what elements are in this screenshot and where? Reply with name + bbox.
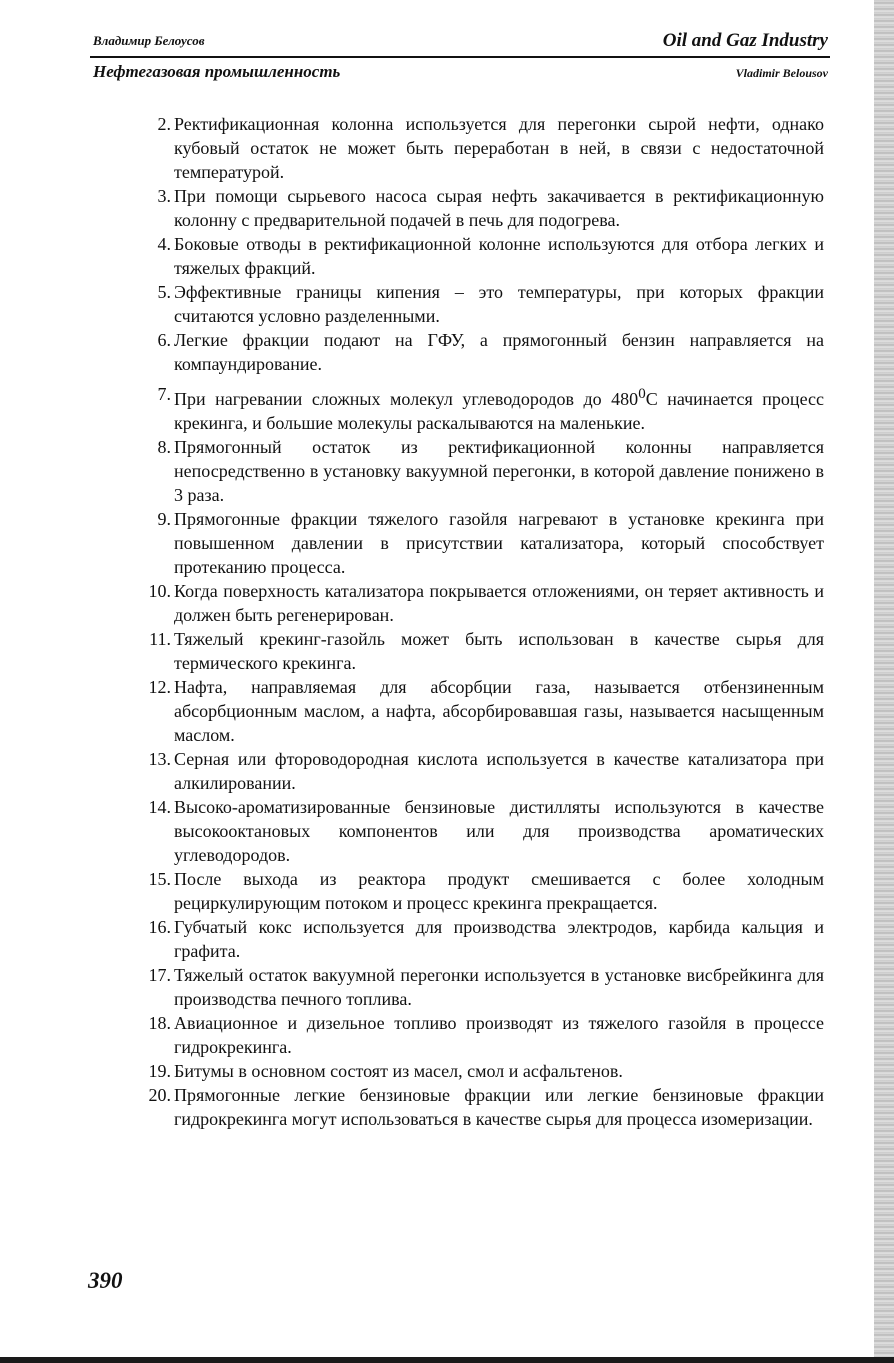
list-item xyxy=(128,232,824,280)
item-text: Боковые отводы в ректификационной колонне используются для отбора легких и тяжелых фракций. xyxy=(174,234,824,278)
item-number: 13. xyxy=(148,749,171,769)
item-text xyxy=(172,382,824,435)
scan-edge xyxy=(874,0,894,1363)
item-number: 10. xyxy=(148,581,171,601)
item-number: 18. xyxy=(148,1013,171,1033)
item-text-before: При нагревании сложных молекул углеводородов до 480 xyxy=(174,389,639,409)
list-item xyxy=(128,1011,824,1059)
item-number: 2. xyxy=(157,114,171,134)
item-text: Высоко-ароматизированные бензиновые дистилляты используются в качестве высокооктановых компонентов или для производства ароматических углеводородов. xyxy=(174,797,824,865)
item-text: Прямогонный остаток из ректификационной колонны направляется непосредственно в установку вакуумной перегонки, в которой давление понижено в 3 раза. xyxy=(174,437,824,505)
list-item xyxy=(128,507,824,579)
header-title-ru: Нефтегазовая промышленность xyxy=(93,62,341,81)
list-item xyxy=(128,1059,824,1083)
list-item xyxy=(128,675,824,747)
header-author-en: Vladimir Belousov xyxy=(735,66,828,80)
item-text: После выхода из реактора продукт смешивается с более холодным рециркулирующим потоком и процесс крекинга прекращается. xyxy=(174,869,824,913)
item-number: 7. xyxy=(157,384,171,404)
item-number: 4. xyxy=(157,234,171,254)
item-text: Битумы в основном состоят из масел, смол и асфальтенов. xyxy=(174,1061,623,1081)
list-item xyxy=(128,184,824,232)
item-text: Ректификационная колонна используется для перегонки сырой нефти, однако кубовый остаток не может быть переработан в ней, в связи с недостаточной температурой. xyxy=(174,114,824,182)
item-text: Легкие фракции подают на ГФУ, а прямогонный бензин направляется на компаундирование. xyxy=(174,330,824,374)
list-item xyxy=(128,915,824,963)
item-number: 8. xyxy=(157,437,171,457)
item-text: Эффективные границы кипения – это температуры, при которых фракции считаются условно разделенными. xyxy=(174,282,824,326)
list-item xyxy=(128,579,824,627)
list-item xyxy=(128,435,824,507)
list-item xyxy=(128,963,824,1011)
list-item xyxy=(128,867,824,915)
item-text-after: С начинается процесс крекинга, и большие молекулы раскалываются на маленькие. xyxy=(174,389,824,433)
item-text: Прямогонные легкие бензиновые фракции или легкие бензиновые фракции гидрокрекинга могут использоваться в качестве сырья для процесса изомеризации. xyxy=(174,1085,824,1129)
item-number: 11. xyxy=(149,629,171,649)
item-number: 9. xyxy=(157,509,171,529)
item-text: Тяжелый остаток вакуумной перегонки используется в установке висбрейкинга для производства печного топлива. xyxy=(174,965,824,1009)
item-number: 20. xyxy=(148,1085,171,1105)
item-number: 15. xyxy=(148,869,171,889)
header-title-en: Oil and Gaz Industry xyxy=(662,30,828,51)
item-text: При помощи сырьевого насоса сырая нефть закачивается в ректификационную колонну с предварительной подачей в печь для подогрева. xyxy=(174,186,824,230)
item-number: 16. xyxy=(148,917,171,937)
header-author-ru: Владимир Белоусов xyxy=(93,33,205,48)
page-number: 390 xyxy=(88,1268,123,1293)
item-text: Тяжелый крекинг-газойль может быть использован в качестве сырья для термического крекинга. xyxy=(174,629,824,673)
item-text: Нафта, направляемая для абсорбции газа, называется отбензиненным абсорбционным маслом, а нафта, абсорбировавшая газы, называется насыщенным маслом. xyxy=(174,677,824,745)
list-item xyxy=(128,112,824,184)
item-number: 12. xyxy=(148,677,171,697)
statement-list xyxy=(128,112,824,1131)
item-text: Когда поверхность катализатора покрывается отложениями, он теряет активность и должен быть регенерирован. xyxy=(174,581,824,625)
temperature-degree-superscript: 0 xyxy=(638,386,646,402)
item-number: 5. xyxy=(157,282,171,302)
list-item xyxy=(128,747,824,795)
item-number: 17. xyxy=(148,965,171,985)
header-rule xyxy=(90,56,830,58)
item-text: Серная или фтороводородная кислота используется в качестве катализатора при алкилировании. xyxy=(174,749,824,793)
list-item xyxy=(128,280,824,328)
list-item xyxy=(128,382,824,435)
list-item xyxy=(128,795,824,867)
item-number: 6. xyxy=(157,330,171,350)
list-item xyxy=(128,627,824,675)
item-text: Губчатый кокс используется для производства электродов, карбида кальция и графита. xyxy=(174,917,824,961)
list-item xyxy=(128,1083,824,1131)
item-number: 14. xyxy=(148,797,171,817)
scan-bottom-edge xyxy=(0,1357,894,1363)
list-item xyxy=(128,328,824,376)
item-number: 3. xyxy=(157,186,171,206)
item-text: Авиационное и дизельное топливо производят из тяжелого газойля в процессе гидрокрекинга. xyxy=(174,1013,824,1057)
item-text: Прямогонные фракции тяжелого газойля нагревают в установке крекинга при повышенном давлении в присутствии катализатора, который способствует протеканию процесса. xyxy=(174,509,824,577)
item-number: 19. xyxy=(148,1061,171,1081)
